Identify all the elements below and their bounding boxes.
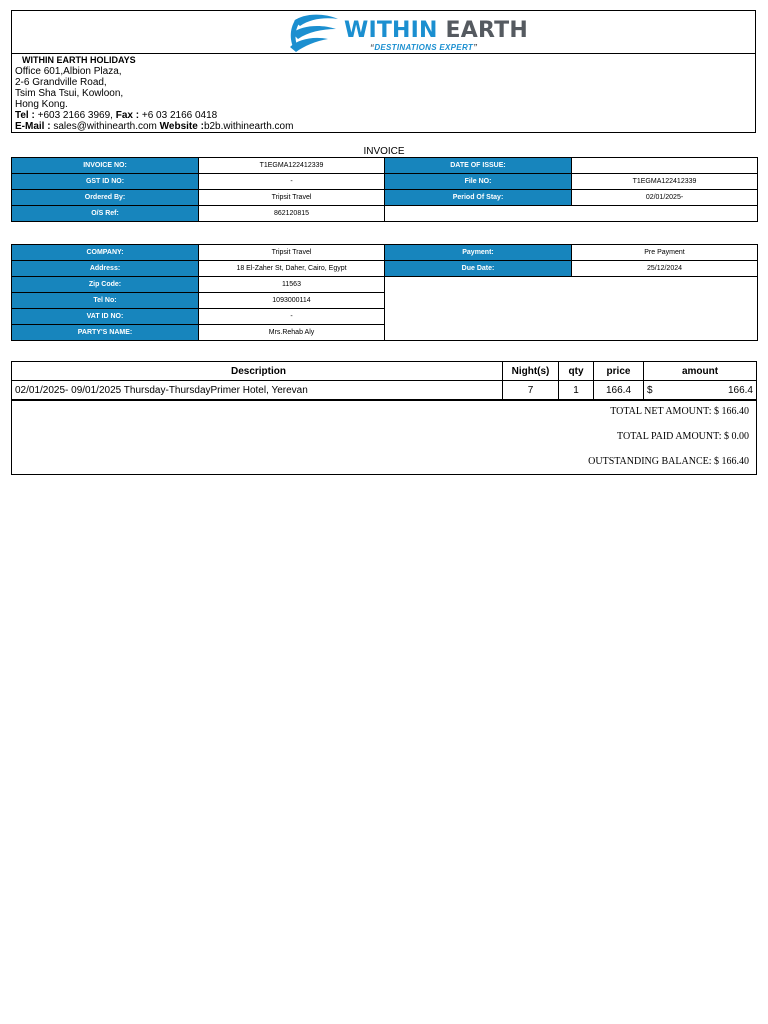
item-currency: $ [647,384,653,396]
period-of-stay-label: Period Of Stay: [385,190,572,206]
company-details [15,55,293,132]
address-line-2: 2-6 Grandville Road, [15,77,107,88]
logo-tagline: “DESTINATIONS EXPERT” [370,43,478,52]
item-qty: 1 [559,381,594,399]
invoice-no-value: T1EGMA122412339 [199,158,385,174]
table-row [12,245,758,261]
tel-label: Tel : [15,110,35,121]
item-description: 02/01/2025- 09/01/2025 Thursday-ThursdayPrimer Hotel, Yerevan [12,381,503,399]
invoice-no-label: INVOICE NO: [12,158,199,174]
empty-cell [385,206,758,222]
invoice-info-table [11,157,758,222]
empty-cell [385,277,758,341]
address-label: Address: [12,261,199,277]
table-row [12,190,758,206]
item-amount: 166.4 [727,384,753,396]
item-nights: 7 [503,381,559,399]
website-value[interactable]: b2b.withinearth.com [203,121,294,132]
total-net-amount: TOTAL NET AMOUNT: $ 166.40 [610,406,749,417]
fax-label: Fax : [115,110,140,121]
logo-row [12,11,755,54]
tel-value: +603 2166 3969, [37,110,113,121]
tel-no-label: Tel No: [12,293,199,309]
due-date-value: 25/12/2024 [572,261,758,277]
ordered-by-label: Ordered By: [12,190,199,206]
party-name-label: PARTY'S NAME: [12,325,199,341]
address-value: 18 El-Zaher St, Daher, Cairo, Egypt [199,261,385,277]
company-name: WITHIN EARTH HOLIDAYS [22,55,136,65]
tel-no-value: 1093000114 [199,293,385,309]
item-amount-cell [644,381,756,399]
globe-swoosh-icon [288,13,342,53]
invoice-header [11,10,756,133]
table-row [12,174,758,190]
date-of-issue-value [572,158,758,174]
total-paid-amount: TOTAL PAID AMOUNT: $ 0.00 [617,431,749,442]
due-date-label: Due Date: [385,261,572,277]
column-header-qty: qty [559,362,594,380]
os-ref-value: 862120815 [199,206,385,222]
file-no-value: T1EGMA122412339 [572,174,758,190]
table-row [12,261,758,277]
outstanding-balance: OUTSTANDING BALANCE: $ 166.40 [588,456,749,467]
address-line-3: Tsim Sha Tsui, Kowloon, [15,88,124,99]
email-value[interactable]: sales@withinearth.com [53,121,157,132]
table-row [12,158,758,174]
os-ref-label: O/S Ref: [12,206,199,222]
table-row [12,381,756,401]
email-label: E-Mail : [15,121,51,132]
company-value: Tripsit Travel [199,245,385,261]
company-label: COMPANY: [12,245,199,261]
period-of-stay-value: 02/01/2025- [572,190,758,206]
column-header-amount: amount [681,365,719,377]
item-price: 166.4 [594,381,644,399]
party-name-value: Mrs.Rehab Aly [199,325,385,341]
date-of-issue-label: DATE OF ISSUE: [385,158,572,174]
contact-web-line [15,121,293,132]
zip-code-value: 11563 [199,277,385,293]
column-header-description: Description [12,362,503,380]
gst-id-value: - [199,174,385,190]
table-row [12,206,758,222]
line-items-table [11,361,757,475]
zip-code-label: Zip Code: [12,277,199,293]
address-line-4: Hong Kong. [15,99,68,110]
logo-word-earth: EARTH [445,18,528,43]
address-line-1: Office 601,Albion Plaza, [15,66,122,77]
file-no-label: File NO: [385,174,572,190]
invoice-title: INVOICE [363,146,405,157]
ordered-by-value: Tripsit Travel [199,190,385,206]
table-row [12,277,758,293]
logo-tagline-text: DESTINATIONS EXPERT [374,43,474,52]
column-header-price: price [594,362,644,380]
logo-wordmark [344,18,528,43]
fax-value: +6 03 2166 0418 [141,110,218,121]
logo-word-within: WITHIN [344,18,438,43]
website-label: Website : [159,121,204,132]
line-items-header [12,362,756,381]
column-header-nights: Night(s) [503,362,559,380]
vat-id-label: VAT ID NO: [12,309,199,325]
gst-id-label: GST ID NO: [12,174,199,190]
payment-value: Pre Payment [572,245,758,261]
vat-id-value: - [199,309,385,325]
totals-block [588,406,749,481]
payment-label: Payment: [385,245,572,261]
party-info-table [11,244,758,341]
company-logo [288,13,528,53]
contact-phone-line [15,110,293,121]
